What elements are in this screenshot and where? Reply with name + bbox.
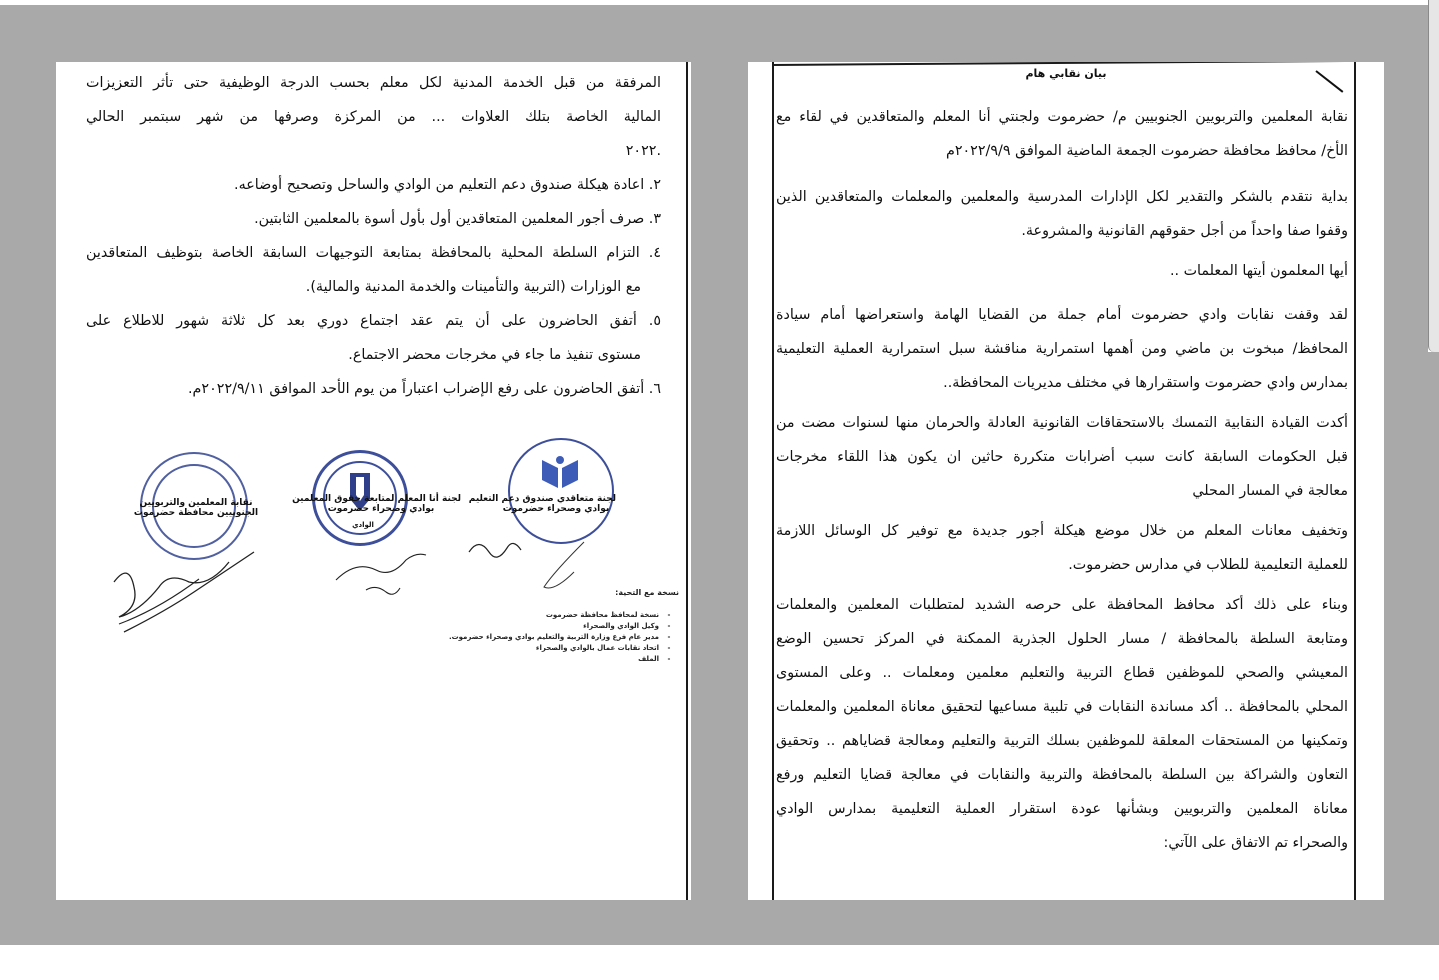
text-line: المحلي بالمحافظة .. أكد مساندة النقابات في تلبية مساعيها لتحقيق معاناة المعلمين والمعلمات: [776, 699, 1348, 715]
cc-item: - مدير عام فرع وزارة التربية والتعليم بوادي وصحراء حضرموت.: [449, 632, 679, 643]
cc-item: - نسخة لمحافظ محافظة حضرموت: [449, 610, 679, 621]
side-panel-edge[interactable]: [1428, 0, 1439, 352]
agreement-item-5: ٥. أتفق الحاضرون على أن يتم عقد اجتماع دوري بعد كل ثلاثة شهور للاطلاع على: [86, 313, 661, 329]
page-border-top: [772, 62, 1356, 66]
page-border-left: [772, 62, 774, 900]
cc-item: - وكيل الوادي والصحراء: [449, 621, 679, 632]
signatory-label: لجنة متعاقدي صندوق دعم التعليم بوادي وصحراء حضرموت: [468, 494, 616, 514]
agreement-item-4: ٤. التزام السلطة المحلية بالمحافظة بمتابعة التوجيهات السابقة الخاصة بتوظيف المتعاقدين: [86, 245, 661, 261]
text-line: الأخ/ محافظ محافظة حضرموت الجمعة الماضية الموافق ٢٠٢٢/٩/٩م: [945, 143, 1348, 159]
text-line: قبل الحكومات السابقة كانت سبب أضرابات متكررة حاثين ان يكون هذا اللقاء مخرجات: [776, 449, 1348, 465]
text-line: .٢٠٢٢: [625, 143, 661, 159]
text-line: المعيشي والصحي للموظفين قطاع التربية والتعليم معلمين ومعلمات .. وعلى المستوى: [776, 665, 1348, 681]
signature: [326, 540, 446, 610]
text-line: لقد وقفت نقابات وادي حضرموت أمام جملة من القضايا الهامة واستعراضها أمام سيادة: [776, 307, 1348, 323]
book-emblem-icon: [540, 454, 580, 490]
page-border-right: [1354, 62, 1356, 900]
text-line: والصحراء تم الاتفاق على الآتي:: [1163, 835, 1348, 851]
text-line: مستوى تنفيذ ما جاء في مخرجات محضر الاجتماع.: [348, 347, 641, 363]
document-page-right: [748, 62, 1384, 900]
text-line: مع الوزارات (التربية والتأمينات والخدمة المدنية والمالية).: [305, 279, 641, 295]
text-line: معاناة المعلمين والتربويين وبشأنها عودة استقرار العملية التعليمية بمدارس الوادي: [776, 801, 1348, 817]
cc-item: - الملف: [449, 654, 679, 665]
text-line: بداية نتقدم بالشكر والتقدير لكل الإدارات المدرسية والمعلمين والمعلمات والمتعاقدين الذين: [776, 189, 1348, 205]
cc-title: نسخة مع التحية:: [615, 588, 679, 597]
text-line: ومتابعة السلطة بالمحافظة / مسار الحلول الجذرية الممكنة في المركز تحسين الوضع: [776, 631, 1348, 647]
agreement-item-3: ٣. صرف أجور المعلمين المتعاقدين أول بأول أسوة بالمعلمين الثابتين.: [254, 211, 661, 227]
signatory-label: لجنة أنا المعلم لمتابعة حقوق المعلمين بوادي وصحراء حضرموت: [292, 494, 461, 514]
statement-body: [776, 100, 1348, 860]
text-line: نقابة المعلمين والتربويين الجنوبيين م/ حضرموت ولجنتي أنا المعلم والمتعاقدين في لقاء مع: [776, 109, 1348, 125]
agreement-item-6: ٦. أتفق الحاضرون على رفع الإضراب اعتباراً من يوم الأحد الموافق ٢٠٢٢/٩/١١م.: [188, 381, 661, 397]
stamp-contract-committee: [508, 438, 614, 544]
text-line: المرفقة من قبل الخدمة المدنية لكل معلم بحسب الدرجة الوظيفية حتى تأثر التعزيزات: [86, 75, 661, 91]
text-line: أيها المعلمون أيتها المعلمات ..: [1169, 263, 1348, 279]
signatory-label: نقابة المعلمين والتربويين الجنوبيين محافظة حضرموت: [133, 498, 259, 518]
agreement-item-2: ٢. اعادة هيكلة صندوق دعم التعليم من الوادي والساحل وتصحيح أوضاعه.: [234, 177, 661, 193]
text-line: المالية الخاصة بتلك العلاوات ... من المركزة وصرفها من شهر سبتمبر الحالي: [86, 109, 661, 125]
statement-title: بيان نقابي هام: [1025, 67, 1107, 80]
cc-item: - اتحاد نقابات عمال بالوادي والصحراء: [449, 643, 679, 654]
document-page-left: [56, 62, 691, 900]
text-line: وبناء على ذلك أكد محافظ المحافظة على حرصه الشديد لمتطلبات المعلمين والمعلمات: [776, 597, 1348, 613]
text-line: للعملية التعليمية للطلاب في مدارس حضرموت.: [1068, 557, 1348, 573]
agreement-items: [86, 66, 661, 406]
text-line: أكدت القيادة النقابية التمسك بالاستحقاقات القانونية العادلة والحرمان منها لسنوات مضت من: [776, 415, 1348, 431]
text-line: وتخفيف معانات المعلم من خلال موضع هيكلة أجور جديدة مع توفير كل الوسائل اللازمة: [776, 523, 1348, 539]
text-line: المحافظ/ مبخوت بن ماضي ومن أهمها استمرارية مناقشة سبل استمرارية العملية التعليمية: [776, 341, 1348, 357]
stamp-text: الوادي: [352, 521, 374, 529]
text-line: وقفوا صفا واحداً من أجل حقوقهم القانونية والمشروعة.: [1021, 223, 1348, 239]
text-line: بمدارس وادي حضرموت واستقرارها في مختلف مديريات المحافظة..: [943, 375, 1348, 391]
signature: [464, 532, 604, 592]
signature: [104, 532, 284, 642]
side-panel-background: [1428, 352, 1439, 945]
text-line: وتمكينها من المستحقات المعلقة للموظفين بسلك التربية والتعليم ومعالجة قضاياهم .. وتحقيق: [776, 733, 1348, 749]
cc-list: [449, 610, 679, 665]
text-line: معالجة في المسار المحلي: [1192, 483, 1348, 499]
text-line: التعاون والشراكة بين السلطة بالمحافظة والتربية والنقابات في معالجة قضايا التعليم ورفع: [776, 767, 1348, 783]
